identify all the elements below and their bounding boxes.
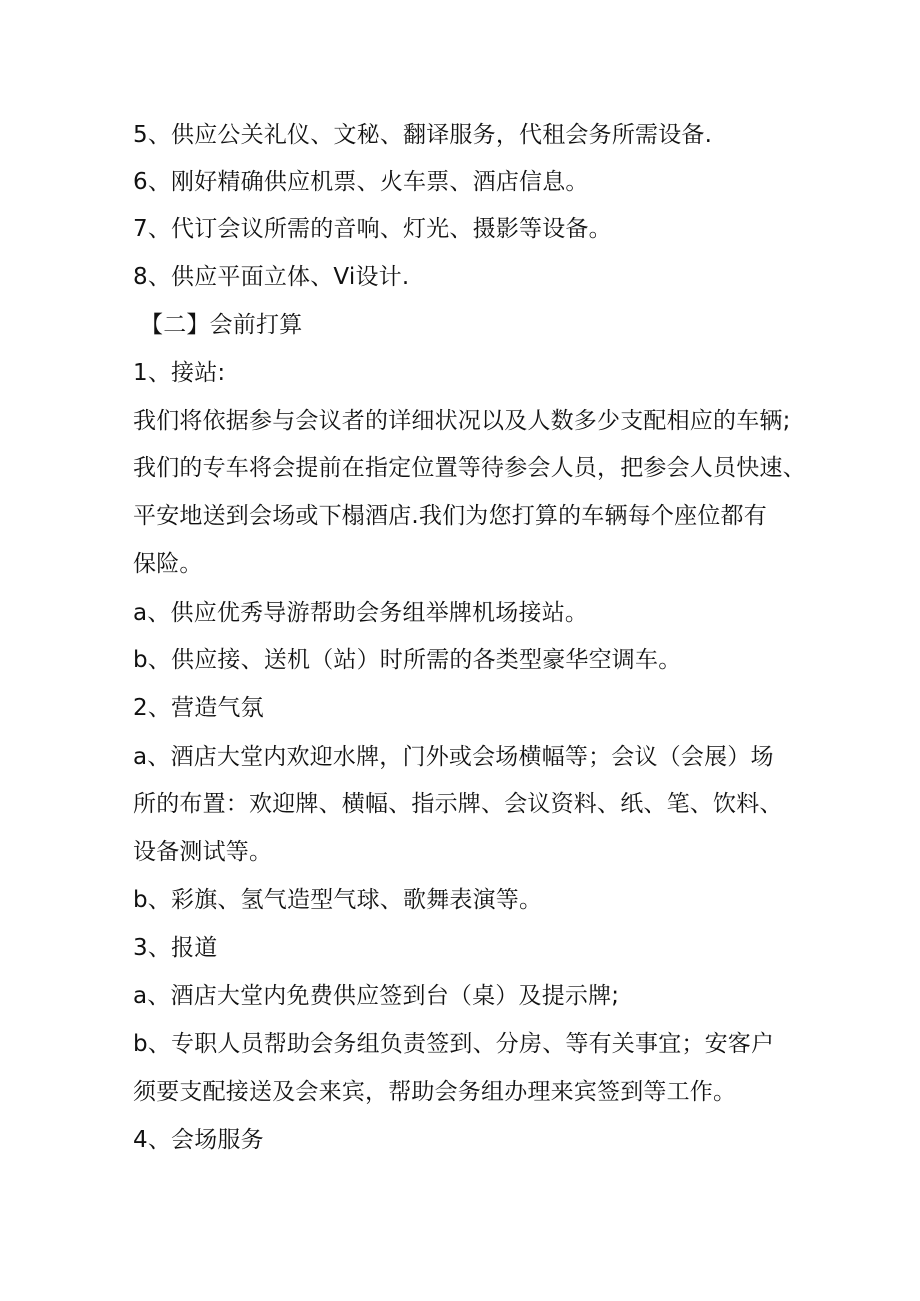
item-5-line: 5、供应公关礼仪、文秘、翻译服务，代租会务所需设备.: [133, 122, 713, 148]
section-heading: 【二】会前打算: [140, 312, 303, 338]
list-item-b: b、彩旗、氢气造型气球、歌舞表演等。: [133, 887, 543, 913]
item-7-line: 7、代订会议所需的音响、灯光、摄影等设备。: [133, 216, 612, 242]
paragraph-line: 平安地送到会场或下榻酒店.我们为您打算的车辆每个座位都有: [133, 503, 767, 529]
paragraph-line: 须要支配接送及会来宾，帮助会务组办理来宾签到等工作。: [133, 1079, 737, 1105]
paragraph-line: 保险。: [133, 551, 203, 577]
list-item-b: b、供应接、送机（站）时所需的各类型豪华空调车。: [133, 647, 682, 673]
subheading-registration: 3、报道: [133, 935, 218, 961]
paragraph-line: 设备测试等。: [133, 839, 273, 865]
list-item-a: a、供应优秀导游帮助会务组举牌机场接站。: [133, 600, 589, 626]
paragraph-line: 我们将依据参与会议者的详细状况以及人数多少支配相应的车辆;: [133, 408, 791, 434]
list-item-a: a、酒店大堂内欢迎水牌，门外或会场横幅等；会议（会展）场: [133, 744, 774, 770]
item-6-line: 6、刚好精确供应机票、火车票、酒店信息。: [133, 169, 589, 195]
subheading-atmosphere: 2、营造气氛: [133, 695, 264, 721]
paragraph-line: 我们的专车将会提前在指定位置等待参会人员，把参会人员快速、: [133, 455, 806, 481]
list-item-b: b、专职人员帮助会务组负责签到、分房、等有关事宜；安客户: [133, 1031, 775, 1057]
item-8-line: 8、供应平面立体、Vi设计.: [133, 264, 410, 290]
subheading-pickup: 1、接站:: [133, 360, 226, 386]
paragraph-line: 所的布置：欢迎牌、横幅、指示牌、会议资料、纸、笔、饮料、: [133, 791, 783, 817]
subheading-venue-service: 4、会场服务: [133, 1127, 264, 1153]
list-item-a: a、酒店大堂内免费供应签到台（桌）及提示牌;: [133, 983, 620, 1009]
